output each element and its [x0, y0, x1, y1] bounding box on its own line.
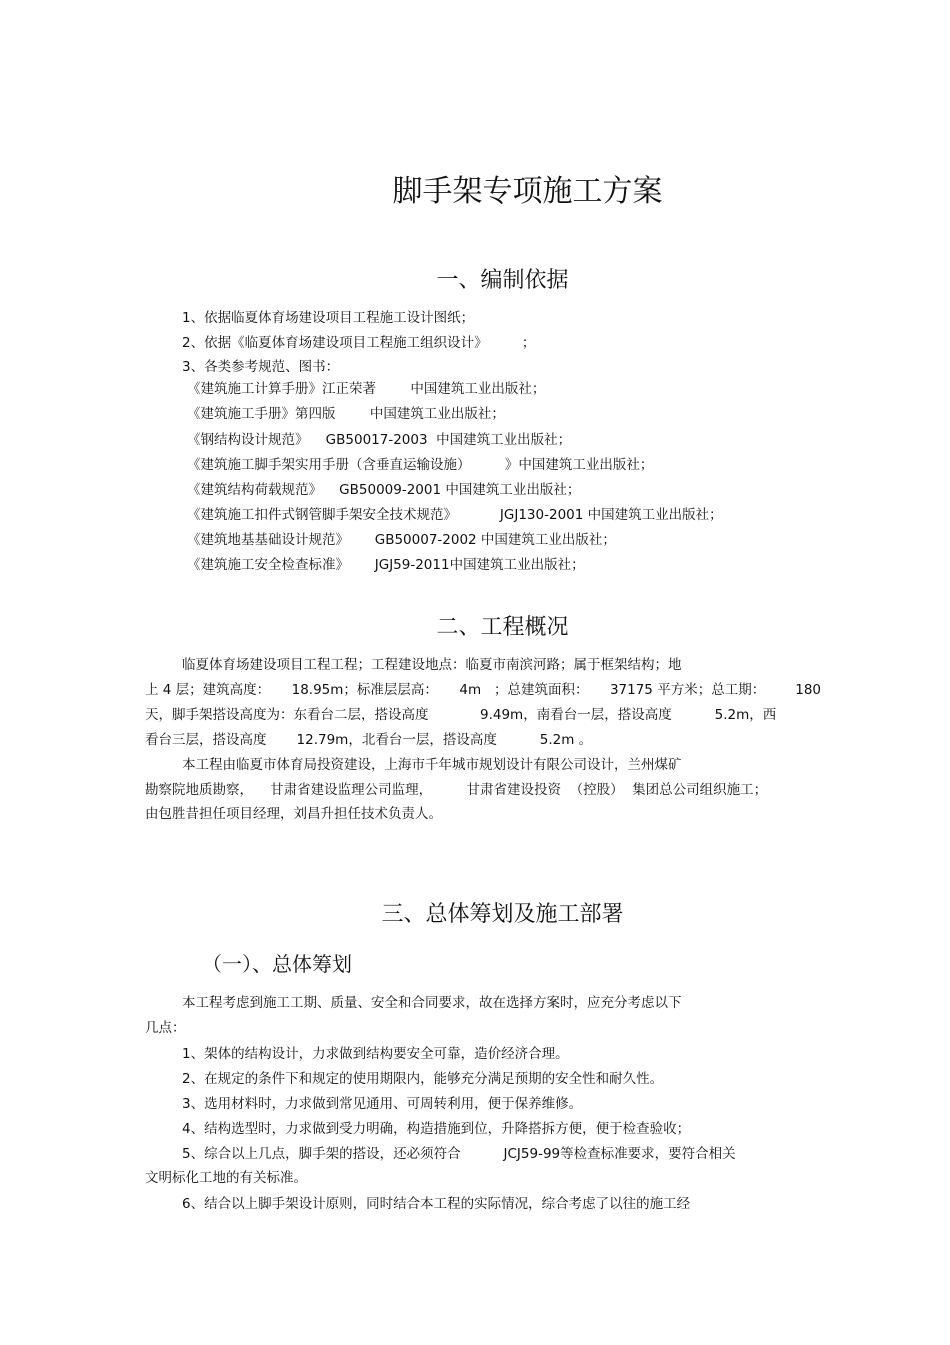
basis-item: 3、各类参考规范、图书：: [182, 359, 340, 375]
reference-item: 《建筑施工安全检查标准》 JGJ59-2011中国建筑工业出版社；: [187, 557, 585, 573]
page-title: 脚手架专项施工方案: [392, 174, 663, 209]
reference-item: 《建筑施工手册》第四版 中国建筑工业出版社；: [187, 406, 505, 422]
planning-paragraph-line: 本工程考虑到施工工期、质量、安全和合同要求，故在选择方案时，应充分考虑以下: [182, 995, 682, 1011]
section-heading-basis: 一、编制依据: [436, 268, 569, 293]
overview-paragraph-line: 本工程由临夏市体育局投资建设，上海市千年城市规划设计有限公司设计，兰州煤矿: [182, 757, 682, 773]
section-heading-planning: 三、总体筹划及施工部署: [381, 902, 624, 927]
overview-paragraph-line: 天，脚手架搭设高度为：东看台二层，搭设高度 9.49m，南看台一层，搭设高度 5.2m，西: [145, 707, 777, 723]
planning-point: 4、结构选型时，力求做到受力明确，构造措施到位，升降搭拆方便，便于检查验收；: [182, 1121, 691, 1137]
basis-item: 2、依据《临夏体育场建设项目工程施工组织设计》 ；: [182, 335, 536, 351]
overview-paragraph-line: 上 4 层；建筑高度： 18.95m；标准层层高： 4m ；总建筑面积： 37175 平方米；总工期： 180: [145, 682, 821, 698]
planning-point: 6、结合以上脚手架设计原则，同时结合本工程的实际情况，综合考虑了以往的施工经: [182, 1196, 691, 1212]
basis-item: 1、依据临夏体育场建设项目工程施工设计图纸；: [182, 310, 475, 326]
planning-point: 文明标化工地的有关标准。: [145, 1170, 307, 1186]
subsection-heading-overall-plan: （一）、总体筹划: [202, 952, 352, 976]
section-heading-overview: 二、工程概况: [436, 615, 569, 640]
planning-paragraph-line: 几点：: [145, 1020, 186, 1036]
overview-paragraph-line: 看台三层，搭设高度 12.79m，北看台一层，搭设高度 5.2m 。: [145, 732, 593, 748]
reference-item: 《钢结构设计规范》 GB50017-2003 中国建筑工业出版社；: [187, 432, 572, 448]
overview-paragraph-line: 勘察院地质勘察， 甘肃省建设监理公司监理， 甘肃省建设投资 （控股） 集团总公司组织施工；: [145, 782, 768, 798]
overview-paragraph-line: 临夏体育场建设项目工程工程；工程建设地点：临夏市南滨河路；属于框架结构；地: [182, 657, 682, 673]
reference-item: 《建筑地基基础设计规范》 GB50007-2002 中国建筑工业出版社；: [187, 532, 616, 548]
reference-item: 《建筑施工脚手架实用手册（含垂直运输设施） 》中国建筑工业出版社；: [187, 457, 654, 473]
reference-item: 《建筑施工扣件式钢管脚手架安全技术规范》 JGJ130-2001 中国建筑工业出版社；: [187, 507, 723, 523]
planning-point: 5、综合以上几点，脚手架的搭设，还必须符合 JCJ59-99等检查标准要求，要符合相关: [182, 1146, 736, 1162]
planning-point: 1、架体的结构设计，力求做到结构要安全可靠，造价经济合理。: [182, 1046, 569, 1062]
reference-item: 《建筑结构荷载规范》 GB50009-2001 中国建筑工业出版社；: [187, 482, 581, 498]
overview-paragraph-line: 由包胜昔担任项目经理，刘昌升担任技术负责人。: [145, 806, 442, 822]
planning-point: 3、选用材料时，力求做到常见通用、可周转利用，便于保养维修。: [182, 1096, 583, 1112]
planning-point: 2、在规定的条件下和规定的使用期限内，能够充分满足预期的安全性和耐久性。: [182, 1071, 664, 1087]
reference-item: 《建筑施工计算手册》江正荣著 中国建筑工业出版社；: [187, 381, 546, 397]
